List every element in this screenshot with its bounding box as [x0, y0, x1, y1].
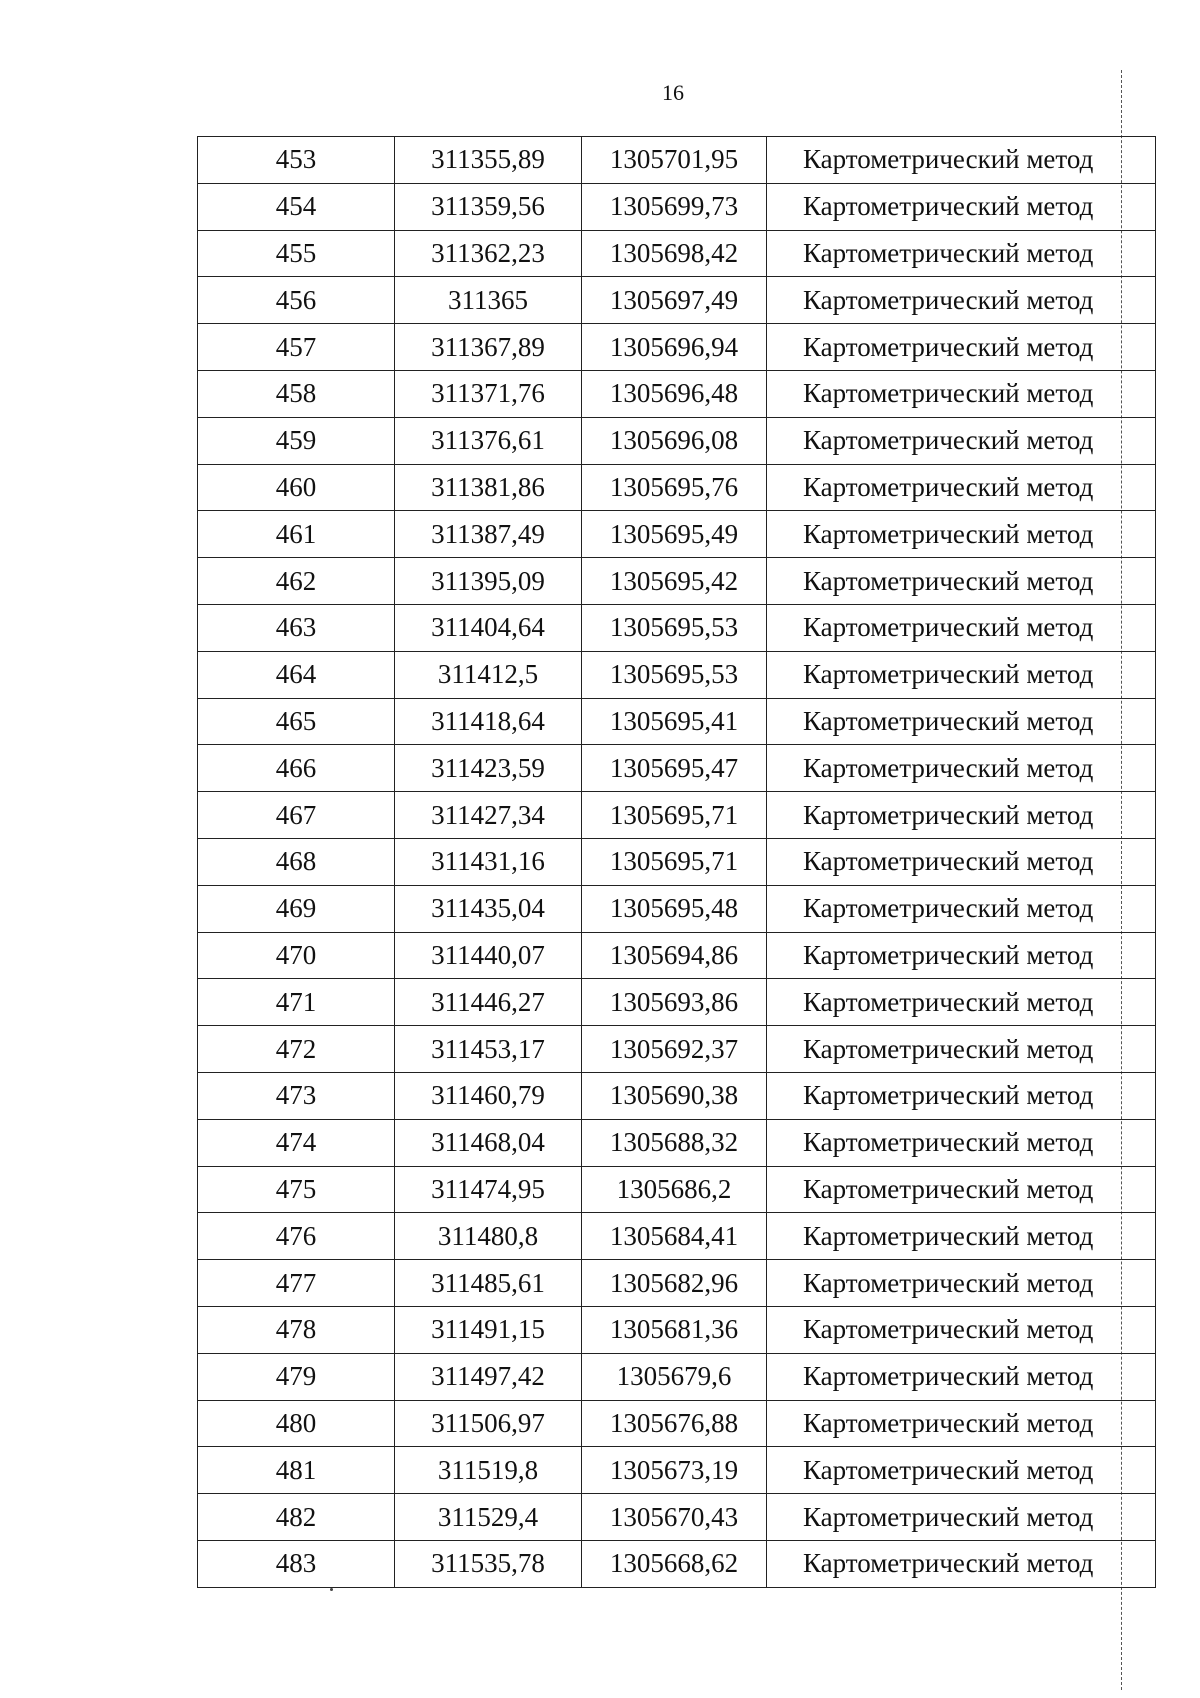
y-coordinate-cell: 1305701,95	[582, 137, 767, 184]
x-coordinate-cell: 311491,15	[395, 1306, 582, 1353]
y-coordinate-cell: 1305695,41	[582, 698, 767, 745]
y-coordinate-cell: 1305676,88	[582, 1400, 767, 1447]
table-row	[198, 745, 1156, 792]
x-coordinate-cell: 311418,64	[395, 698, 582, 745]
method-cell: Картометрический метод	[767, 1400, 1156, 1447]
x-coordinate-cell: 311535,78	[395, 1540, 582, 1587]
table-row	[198, 511, 1156, 558]
method-cell: Картометрический метод	[767, 979, 1156, 1026]
x-coordinate-cell: 311485,61	[395, 1260, 582, 1307]
point-number-cell: 453	[198, 137, 395, 184]
point-number-cell: 466	[198, 745, 395, 792]
x-coordinate-cell: 311387,49	[395, 511, 582, 558]
point-number-cell: 473	[198, 1072, 395, 1119]
table-row	[198, 651, 1156, 698]
x-coordinate-cell: 311423,59	[395, 745, 582, 792]
y-coordinate-cell: 1305697,49	[582, 277, 767, 324]
point-number-cell: 456	[198, 277, 395, 324]
method-cell: Картометрический метод	[767, 137, 1156, 184]
y-coordinate-cell: 1305681,36	[582, 1306, 767, 1353]
method-cell: Картометрический метод	[767, 604, 1156, 651]
point-number-cell: 482	[198, 1494, 395, 1541]
y-coordinate-cell: 1305692,37	[582, 1026, 767, 1073]
x-coordinate-cell: 311453,17	[395, 1026, 582, 1073]
y-coordinate-cell: 1305695,71	[582, 838, 767, 885]
y-coordinate-cell: 1305694,86	[582, 932, 767, 979]
x-coordinate-cell: 311362,23	[395, 230, 582, 277]
table-row	[198, 838, 1156, 885]
table-row	[198, 1072, 1156, 1119]
method-cell: Картометрический метод	[767, 183, 1156, 230]
point-number-cell: 478	[198, 1306, 395, 1353]
table-row	[198, 1166, 1156, 1213]
point-number-cell: 458	[198, 370, 395, 417]
x-coordinate-cell: 311468,04	[395, 1119, 582, 1166]
method-cell: Картометрический метод	[767, 370, 1156, 417]
coordinates-table-body	[198, 137, 1156, 1588]
table-row	[198, 277, 1156, 324]
point-number-cell: 471	[198, 979, 395, 1026]
method-cell: Картометрический метод	[767, 698, 1156, 745]
point-number-cell: 462	[198, 558, 395, 605]
y-coordinate-cell: 1305695,42	[582, 558, 767, 605]
table-row	[198, 464, 1156, 511]
y-coordinate-cell: 1305695,71	[582, 792, 767, 839]
y-coordinate-cell: 1305695,53	[582, 604, 767, 651]
x-coordinate-cell: 311497,42	[395, 1353, 582, 1400]
method-cell: Картометрический метод	[767, 464, 1156, 511]
table-row	[198, 932, 1156, 979]
x-coordinate-cell: 311359,56	[395, 183, 582, 230]
y-coordinate-cell: 1305695,76	[582, 464, 767, 511]
y-coordinate-cell: 1305696,48	[582, 370, 767, 417]
point-number-cell: 475	[198, 1166, 395, 1213]
x-coordinate-cell: 311371,76	[395, 370, 582, 417]
method-cell: Картометрический метод	[767, 792, 1156, 839]
method-cell: Картометрический метод	[767, 1260, 1156, 1307]
point-number-cell: 457	[198, 324, 395, 371]
table-row	[198, 324, 1156, 371]
y-coordinate-cell: 1305682,96	[582, 1260, 767, 1307]
scan-speck	[330, 1588, 333, 1591]
table-row	[198, 604, 1156, 651]
y-coordinate-cell: 1305695,48	[582, 885, 767, 932]
x-coordinate-cell: 311519,8	[395, 1447, 582, 1494]
method-cell: Картометрический метод	[767, 277, 1156, 324]
y-coordinate-cell: 1305698,42	[582, 230, 767, 277]
method-cell: Картометрический метод	[767, 1072, 1156, 1119]
table-row	[198, 370, 1156, 417]
x-coordinate-cell: 311529,4	[395, 1494, 582, 1541]
y-coordinate-cell: 1305670,43	[582, 1494, 767, 1541]
table-row	[198, 1260, 1156, 1307]
method-cell: Картометрический метод	[767, 885, 1156, 932]
table-row	[198, 1026, 1156, 1073]
coordinates-table	[197, 136, 1156, 1588]
x-coordinate-cell: 311431,16	[395, 838, 582, 885]
page-number: 16	[662, 80, 684, 105]
point-number-cell: 476	[198, 1213, 395, 1260]
point-number-cell: 469	[198, 885, 395, 932]
table-row	[198, 230, 1156, 277]
point-number-cell: 477	[198, 1260, 395, 1307]
x-coordinate-cell: 311365	[395, 277, 582, 324]
x-coordinate-cell: 311381,86	[395, 464, 582, 511]
point-number-cell: 460	[198, 464, 395, 511]
table-row	[198, 183, 1156, 230]
point-number-cell: 467	[198, 792, 395, 839]
x-coordinate-cell: 311440,07	[395, 932, 582, 979]
method-cell: Картометрический метод	[767, 1213, 1156, 1260]
method-cell: Картометрический метод	[767, 1353, 1156, 1400]
x-coordinate-cell: 311355,89	[395, 137, 582, 184]
y-coordinate-cell: 1305679,6	[582, 1353, 767, 1400]
method-cell: Картометрический метод	[767, 932, 1156, 979]
x-coordinate-cell: 311480,8	[395, 1213, 582, 1260]
table-row	[198, 1400, 1156, 1447]
point-number-cell: 481	[198, 1447, 395, 1494]
method-cell: Картометрический метод	[767, 1119, 1156, 1166]
y-coordinate-cell: 1305668,62	[582, 1540, 767, 1587]
point-number-cell: 455	[198, 230, 395, 277]
y-coordinate-cell: 1305695,49	[582, 511, 767, 558]
point-number-cell: 464	[198, 651, 395, 698]
x-coordinate-cell: 311395,09	[395, 558, 582, 605]
table-row	[198, 137, 1156, 184]
method-cell: Картометрический метод	[767, 511, 1156, 558]
method-cell: Картометрический метод	[767, 417, 1156, 464]
x-coordinate-cell: 311506,97	[395, 1400, 582, 1447]
table-row	[198, 698, 1156, 745]
y-coordinate-cell: 1305695,53	[582, 651, 767, 698]
y-coordinate-cell: 1305696,94	[582, 324, 767, 371]
y-coordinate-cell: 1305699,73	[582, 183, 767, 230]
x-coordinate-cell: 311474,95	[395, 1166, 582, 1213]
y-coordinate-cell: 1305673,19	[582, 1447, 767, 1494]
point-number-cell: 468	[198, 838, 395, 885]
x-coordinate-cell: 311412,5	[395, 651, 582, 698]
point-number-cell: 474	[198, 1119, 395, 1166]
table-row	[198, 1540, 1156, 1587]
y-coordinate-cell: 1305686,2	[582, 1166, 767, 1213]
method-cell: Картометрический метод	[767, 324, 1156, 371]
x-coordinate-cell: 311460,79	[395, 1072, 582, 1119]
x-coordinate-cell: 311404,64	[395, 604, 582, 651]
table-row	[198, 1119, 1156, 1166]
table-row	[198, 558, 1156, 605]
y-coordinate-cell: 1305696,08	[582, 417, 767, 464]
table-row	[198, 417, 1156, 464]
method-cell: Картометрический метод	[767, 651, 1156, 698]
point-number-cell: 483	[198, 1540, 395, 1587]
y-coordinate-cell: 1305690,38	[582, 1072, 767, 1119]
point-number-cell: 461	[198, 511, 395, 558]
table-row	[198, 979, 1156, 1026]
method-cell: Картометрический метод	[767, 1494, 1156, 1541]
table-row	[198, 1447, 1156, 1494]
method-cell: Картометрический метод	[767, 230, 1156, 277]
x-coordinate-cell: 311446,27	[395, 979, 582, 1026]
point-number-cell: 472	[198, 1026, 395, 1073]
method-cell: Картометрический метод	[767, 1026, 1156, 1073]
table-row	[198, 1353, 1156, 1400]
point-number-cell: 470	[198, 932, 395, 979]
x-coordinate-cell: 311376,61	[395, 417, 582, 464]
table-row	[198, 1494, 1156, 1541]
method-cell: Картометрический метод	[767, 1166, 1156, 1213]
table-row	[198, 1213, 1156, 1260]
method-cell: Картометрический метод	[767, 1306, 1156, 1353]
method-cell: Картометрический метод	[767, 558, 1156, 605]
x-coordinate-cell: 311435,04	[395, 885, 582, 932]
table-row	[198, 885, 1156, 932]
y-coordinate-cell: 1305695,47	[582, 745, 767, 792]
y-coordinate-cell: 1305684,41	[582, 1213, 767, 1260]
y-coordinate-cell: 1305688,32	[582, 1119, 767, 1166]
point-number-cell: 480	[198, 1400, 395, 1447]
point-number-cell: 459	[198, 417, 395, 464]
method-cell: Картометрический метод	[767, 1447, 1156, 1494]
table-row	[198, 792, 1156, 839]
point-number-cell: 454	[198, 183, 395, 230]
point-number-cell: 463	[198, 604, 395, 651]
point-number-cell: 479	[198, 1353, 395, 1400]
y-coordinate-cell: 1305693,86	[582, 979, 767, 1026]
x-coordinate-cell: 311427,34	[395, 792, 582, 839]
x-coordinate-cell: 311367,89	[395, 324, 582, 371]
method-cell: Картометрический метод	[767, 745, 1156, 792]
table-row	[198, 1306, 1156, 1353]
method-cell: Картометрический метод	[767, 1540, 1156, 1587]
method-cell: Картометрический метод	[767, 838, 1156, 885]
point-number-cell: 465	[198, 698, 395, 745]
